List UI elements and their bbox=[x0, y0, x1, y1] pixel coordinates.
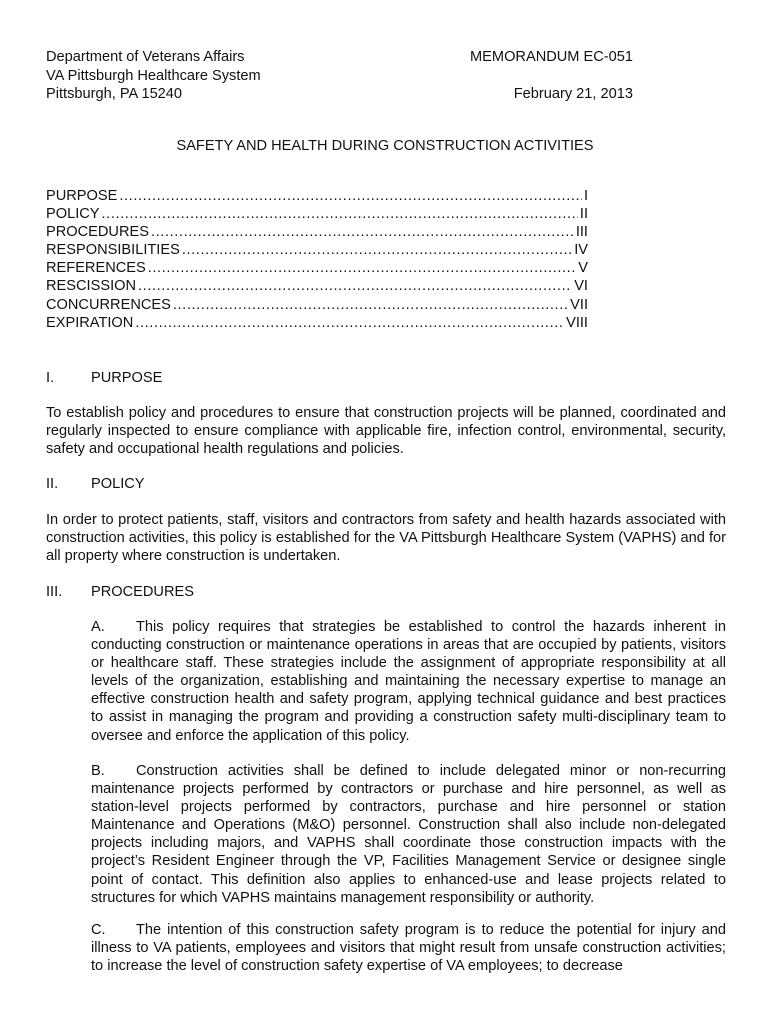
table-of-contents bbox=[46, 187, 588, 332]
toc-page: I bbox=[583, 188, 588, 204]
procedure-item-b bbox=[91, 762, 726, 907]
section-number: I. bbox=[46, 370, 55, 386]
toc-leader bbox=[151, 223, 574, 241]
purpose-paragraph: To establish policy and procedures to ensure that construction projects will be planned, coordinated and regularly inspected to ensure compliance with applicable fire, infection control, environmental, security, safety and occupational health regulations and policies. bbox=[46, 405, 726, 458]
toc-row bbox=[46, 296, 588, 314]
toc-leader bbox=[148, 259, 577, 277]
toc-leader bbox=[135, 314, 564, 332]
section-number: III. bbox=[46, 584, 63, 600]
item-letter: C. bbox=[91, 922, 106, 938]
procedure-item-a bbox=[91, 618, 726, 745]
section-heading-policy bbox=[46, 475, 145, 493]
toc-label: PROCEDURES bbox=[46, 224, 149, 241]
memo-info bbox=[470, 48, 633, 104]
toc-label: REFERENCES bbox=[46, 260, 146, 277]
section-title: PROCEDURES bbox=[91, 584, 194, 600]
toc-row bbox=[46, 259, 588, 277]
toc-leader bbox=[138, 277, 572, 295]
toc-leader bbox=[173, 296, 568, 314]
toc-page: VIII bbox=[566, 314, 588, 331]
item-letter: B. bbox=[91, 763, 105, 779]
purpose-text-block bbox=[46, 404, 726, 458]
toc-label: EXPIRATION bbox=[46, 314, 134, 331]
org-system: VA Pittsburgh Healthcare System bbox=[46, 67, 261, 84]
section-heading-purpose bbox=[46, 369, 162, 387]
section-title: POLICY bbox=[91, 476, 145, 492]
toc-leader bbox=[182, 241, 572, 259]
toc-label: RESCISSION bbox=[46, 278, 137, 295]
toc-row bbox=[46, 205, 588, 223]
section-number: II. bbox=[46, 476, 59, 492]
document-title: SAFETY AND HEALTH DURING CONSTRUCTION ACTIVITIES bbox=[176, 138, 594, 154]
toc-page: V bbox=[578, 260, 588, 277]
toc-page: IV bbox=[574, 242, 588, 259]
section-title: PURPOSE bbox=[91, 370, 163, 386]
memo-date: February 21, 2013 bbox=[513, 86, 633, 102]
toc-label: PURPOSE bbox=[46, 188, 118, 204]
item-letter: A. bbox=[91, 619, 105, 635]
item-text: The intention of this construction safety program is to reduce the potential for injury and illness to VA patients, employees and visitors that might result from unsafe construction activities; to increase the level of construction safety expertise of VA employees; to decrease bbox=[91, 922, 726, 975]
toc-page: VII bbox=[570, 296, 588, 313]
org-name: Department of Veterans Affairs bbox=[46, 49, 245, 65]
toc-page: VI bbox=[574, 278, 588, 295]
toc-row bbox=[46, 314, 588, 332]
toc-row bbox=[46, 187, 588, 205]
toc-page: III bbox=[575, 224, 588, 241]
toc-row bbox=[46, 223, 588, 241]
toc-label: POLICY bbox=[46, 206, 100, 223]
memo-number: MEMORANDUM EC-051 bbox=[470, 49, 633, 65]
org-location: Pittsburgh, PA 15240 bbox=[46, 86, 183, 102]
toc-row bbox=[46, 241, 588, 259]
toc-label: CONCURRENCES bbox=[46, 296, 171, 313]
item-text: Construction activities shall be defined to include delegated minor or non-recurring maintenance projects performed by contractors or purchase and hire personnel, as well as station-level projects performed by contractors, purchase and hire personnel or station Maintenance and Operations (M&O) personnel. Construction shall also include non-delegated projects including majors, and VAPHS shall coordinate those construction impacts with the project’s Resident Engineer through the VP, Facilities Management Service or designee single point of contact. This definition also applies to enhanced-use and lease projects related to structures for which VAPHS maintains management responsibility or authority. bbox=[91, 763, 726, 906]
procedure-item-c bbox=[91, 921, 726, 975]
organization-address bbox=[46, 48, 261, 104]
item-text: This policy requires that strategies be established to control the hazards inherent in conducting construction or maintenance operations in areas that are occupied by patients, visitors or healthcare staff. These strategies include the assignment of appropriate responsibility at all levels of the organization, establishing and maintaining the necessary expertise to manage an effective construction health and safety program, applying technical guidance and best practices to assist in managing the program and providing a construction safety multi-disciplinary team to oversee and enforce the application of this policy. bbox=[91, 619, 726, 744]
toc-row bbox=[46, 277, 588, 295]
toc-leader bbox=[119, 187, 582, 205]
toc-page: II bbox=[579, 206, 588, 223]
toc-leader bbox=[102, 205, 578, 223]
toc-label: RESPONSIBILITIES bbox=[46, 242, 180, 259]
section-heading-procedures bbox=[46, 583, 194, 601]
policy-paragraph: In order to protect patients, staff, visitors and contractors from safety and health hazards associated with construction activities, this policy is established for the VA Pittsburgh Healthcare System (VAPHS) and for all property where construction is undertaken. bbox=[46, 512, 726, 565]
policy-text-block bbox=[46, 511, 726, 565]
